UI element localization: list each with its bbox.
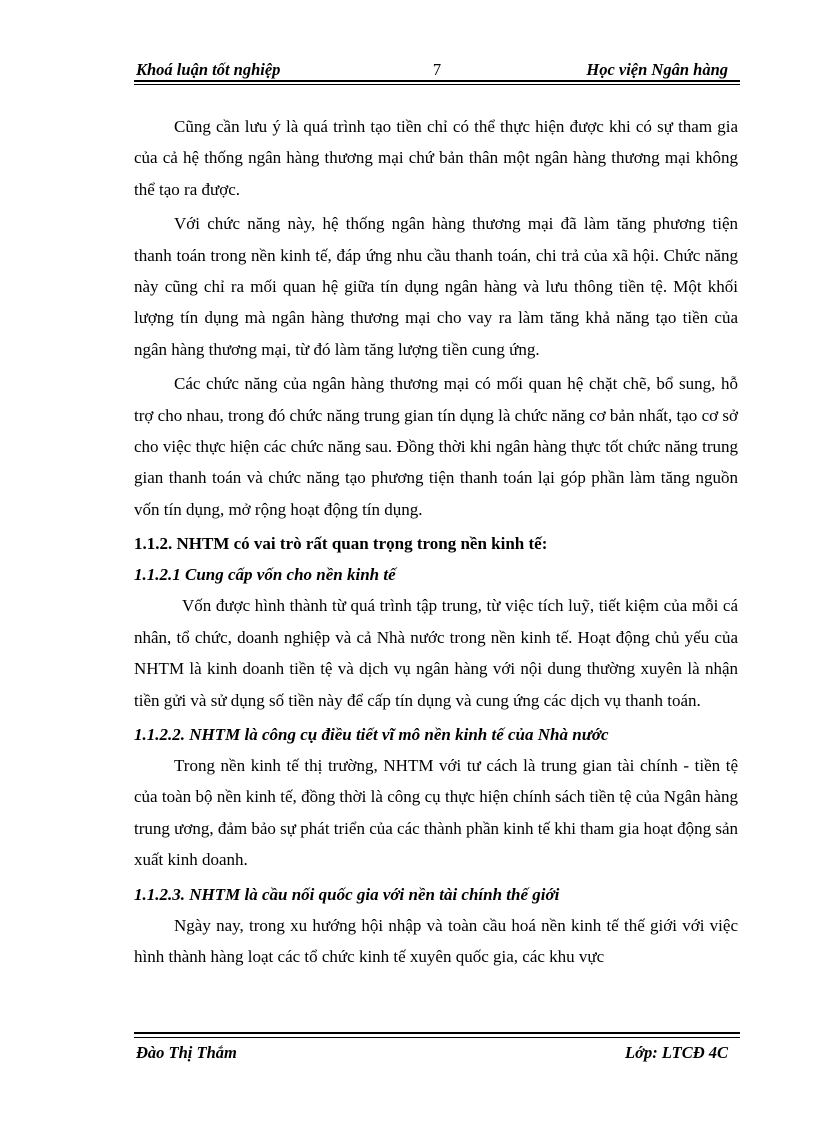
paragraph-macro-regulation: Trong nền kinh tế thị trường, NHTM với tư cách là trung gian tài chính - tiền tệ của toàn bộ nền kinh tế, đồng thời là công cụ thực hiện chính sách tiền tệ của Ngân hàng trung ương, đảm bảo sự phát triển của các thành phần kinh tế khi tham gia hoạt động sản xuất kinh doanh. [134,755,738,870]
section-heading-1-1-2: 1.1.2. NHTM có vai trò rất quan trọng trong nền kinh tế: [134,534,548,554]
paragraph-functions-relation: Các chức năng của ngân hàng thương mại có mối quan hệ chặt chẽ, bổ sung, hỗ trợ cho nhau, trong đó chức năng trung gian tín dụng là chức năng cơ bản nhất, tạo cơ sở cho việc thực hiện các chức năng sau. Đồng thời khi ngân hàng thực tốt chức năng trung gian thanh toán và chức năng tạo phương tiện thanh toán lại góp phần làm tăng nguồn vốn tín dụng, mở rộng hoạt động tín dụng. [134,374,738,519]
paragraph-money-creation-note: Cũng cần lưu ý là quá trình tạo tiền chỉ có thể thực hiện được khi có sự tham gia của cả hệ thống ngân hàng thương mại chứ bản thân một ngân hàng thương mại không thể tạo ra được. [134,117,738,199]
page-body [134,111,738,975]
footer-class: Lớp: LTCĐ 4C [625,1043,728,1062]
paragraph-payment-means: Với chức năng này, hệ thống ngân hàng thương mại đã làm tăng phương tiện thanh toán trong nền kinh tế, đáp ứng nhu cầu thanh toán, chi trả của xã hội. Chức năng này cũng chỉ ra mối quan hệ giữa tín dụng ngân hàng và lưu thông tiền tệ. Một khối lượng tín dụng mà ngân hàng thương mại cho vay ra làm tăng khả năng tạo tiền của ngân hàng thương mại, từ đó làm tăng lượng tiền cung ứng. [134,214,738,359]
paragraph-global-bridge: Ngày nay, trong xu hướng hội nhập và toàn cầu hoá nền kinh tế thế giới với việc hình thành hàng loạt các tổ chức kinh tế xuyên quốc gia, các khu vực [134,915,738,966]
footer-rule-thin [134,1037,740,1038]
footer-rule-thick [134,1032,740,1034]
subsection-heading-1-1-2-2: 1.1.2.2. NHTM là công cụ điều tiết vĩ mô nền kinh tế của Nhà nước [134,724,609,744]
subsection-heading-1-1-2-1: 1.1.2.1 Cung cấp vốn cho nền kinh tế [134,565,396,585]
header-rule-thick [134,80,740,82]
paragraph-capital-supply: Vốn được hình thành từ quá trình tập trung, từ việc tích luỹ, tiết kiệm của mỗi cá nhân, tổ chức, doanh nghiệp và cả Nhà nước trong nền kinh tế. Hoạt động chủ yếu của NHTM là kinh doanh tiền tệ và dịch vụ ngân hàng với nội dung thường xuyên là nhận tiền gửi và sử dụng số tiền này để cấp tín dụng và cung ứng các dịch vụ thanh toán. [134,596,738,710]
header-institution: Học viện Ngân hàng [586,60,728,79]
page-number: 7 [432,60,442,79]
header-rule-thin [134,84,740,85]
header-thesis-label: Khoá luận tốt nghiệp [136,60,281,79]
page-footer [134,1041,740,1067]
subsection-heading-1-1-2-3: 1.1.2.3. NHTM là cầu nối quốc gia với nền tài chính thế giới [134,884,560,904]
footer-author: Đào Thị Thắm [136,1043,237,1062]
